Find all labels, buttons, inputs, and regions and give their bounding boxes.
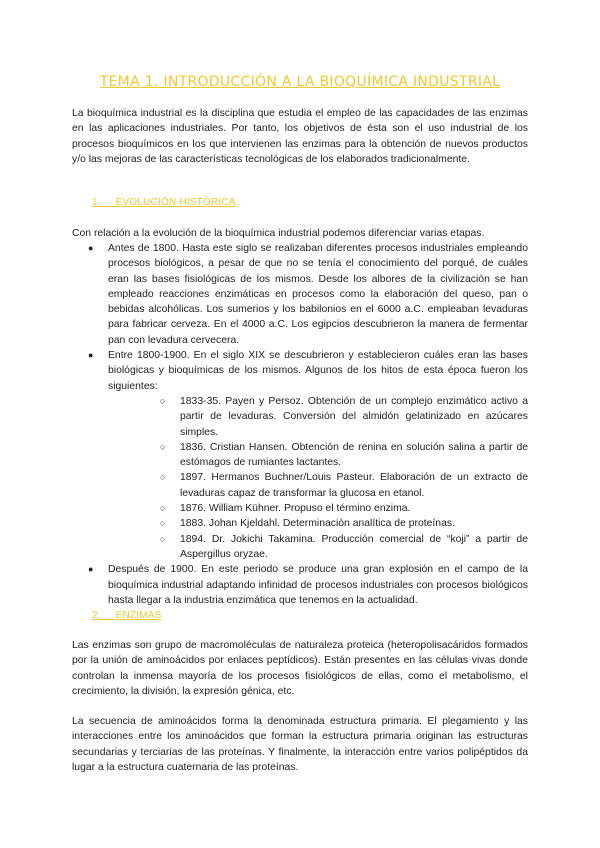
bullet-icon: ○ bbox=[160, 472, 166, 483]
section-1-number: 1. bbox=[92, 197, 101, 208]
list-item-text: 1894. Dr. Jokichi Takamina. Producción comercial de “koji” a partir de Aspergillus oryzae. bbox=[180, 533, 528, 560]
list-item-text: 1836. Cristian Hansen. Obtención de renina en solución salina a partir de estómagos de rumiantes lactantes. bbox=[180, 441, 528, 469]
section-2-heading bbox=[92, 610, 162, 621]
document-title: TEMA 1. INTRODUCCIÓN A LA BIOQUÍMICA INDUSTRIAL bbox=[99, 74, 501, 90]
list-item bbox=[72, 348, 528, 562]
bullet-icon: ● bbox=[88, 350, 94, 361]
list-item-text: 1876. William Kühner. Propuso el término enzima. bbox=[180, 503, 411, 515]
enzymes-paragraph-2: La secuencia de aminoácidos forma la denominada estructura primaria. El plegamiento y las interacciones entre los aminoácidos que forman la estructura primaria originan las estructuras secundarias y terciarias de las proteínas. Y finalmente, la interacción entre varios polipéptidos da lugar a la estructura cuaternaria de las proteínas. bbox=[72, 716, 528, 773]
section-2-title: ENZIMAS bbox=[115, 610, 162, 621]
list-item-text: 1883. Johan Kjeldahl. Determinación analítica de proteínas. bbox=[180, 518, 455, 530]
bullet-icon: ○ bbox=[160, 395, 166, 406]
list-item-text: 1833-35. Payen y Persoz. Obtención de un complejo enzimático activo a partir de levaduras. Conversión del almidón gelatinizado en azúcares simples. bbox=[180, 395, 528, 438]
bullet-icon: ○ bbox=[160, 518, 166, 529]
list-item-text: Después de 1900. En este periodo se produce una gran explosión en el campo de la bioquímica industrial adaptando infinidad de procesos industriales con procesos biológicos hasta llegar a la industria enzimática que tenemos en la actualidad. bbox=[108, 564, 528, 606]
section-1-heading bbox=[92, 197, 236, 208]
bullet-icon: ○ bbox=[160, 533, 166, 544]
bullet-icon: ● bbox=[88, 243, 94, 253]
list-item bbox=[144, 532, 528, 563]
bullet-icon: ○ bbox=[160, 441, 166, 452]
section-2-number: 2. bbox=[92, 610, 101, 621]
bullet-icon: ○ bbox=[160, 503, 166, 514]
list-item bbox=[144, 470, 528, 501]
list-item bbox=[72, 562, 528, 608]
list-item-text: 1897. Hermanos Buchner/Louis Pasteur. Elaboración de un extracto de levaduras capaz de transformar la glucosa en etanol. bbox=[180, 472, 528, 499]
list-item bbox=[144, 394, 528, 440]
history-bullet-list bbox=[72, 241, 528, 608]
list-item bbox=[144, 501, 528, 516]
list-item bbox=[72, 241, 528, 348]
list-item-text: Antes de 1800. Hasta este siglo se realizaban diferentes procesos industriales empleando procesos biológicos, a pesar de que no se tenía el conocimiento del porqué, de cuáles eran las bases fisiológicas de los mismos. Desde los albores de la civilización se han empleado reacciones enzimáticas en procesos como la elaboración del queso, pan o bebidas alcohólicas. Los sumerios y los babilonios en el 6000 a.C. empleaban levaduras para fabricar cerveza. En el 4000 a.C. Los egipcios descubrieron la manera de fermentar pan con levadura cervecera. bbox=[108, 243, 528, 346]
enzymes-paragraph-1: Las enzimas son grupo de macromoléculas de naturaleza proteica (heteropolisacáridos formados por la unión de aminoácidos por enlaces peptídicos). Están presentes en las células vivas donde controlan la inmensa mayoría de los procesos fisiológicos de ellas, como el metabolismo, el crecimiento, la división, la expresión génica, etc. bbox=[72, 640, 528, 697]
section-1-lead: Con relación a la evolución de la bioquímica industrial podemos diferenciar varias etapas. bbox=[72, 228, 485, 239]
section-1-title: EVOLUCIÓN HISTÓRICA bbox=[115, 197, 236, 208]
bullet-icon: ● bbox=[88, 564, 94, 575]
list-item-text: Entre 1800-1900. En el siglo XIX se descubrieron y establecieron cuáles eran las bases biológicas y bioquímicas de los mismos. Algunos de los hitos de esta época fueron los siguientes: bbox=[108, 350, 528, 392]
list-item bbox=[144, 516, 528, 531]
list-item bbox=[144, 440, 528, 471]
intro-paragraph: La bioquímica industrial es la disciplina que estudia el empleo de las capacidades de las enzimas en las aplicaciones industriales. Por tanto, los objetivos de ésta son el uso industrial de los procesos bioquímicos en los que intervienen las enzimas para la obtención de nuevos productos y/o las mejoras de las características tecnológicas de los elaborados tradicionalmente. bbox=[72, 108, 528, 165]
milestone-list bbox=[108, 394, 528, 562]
